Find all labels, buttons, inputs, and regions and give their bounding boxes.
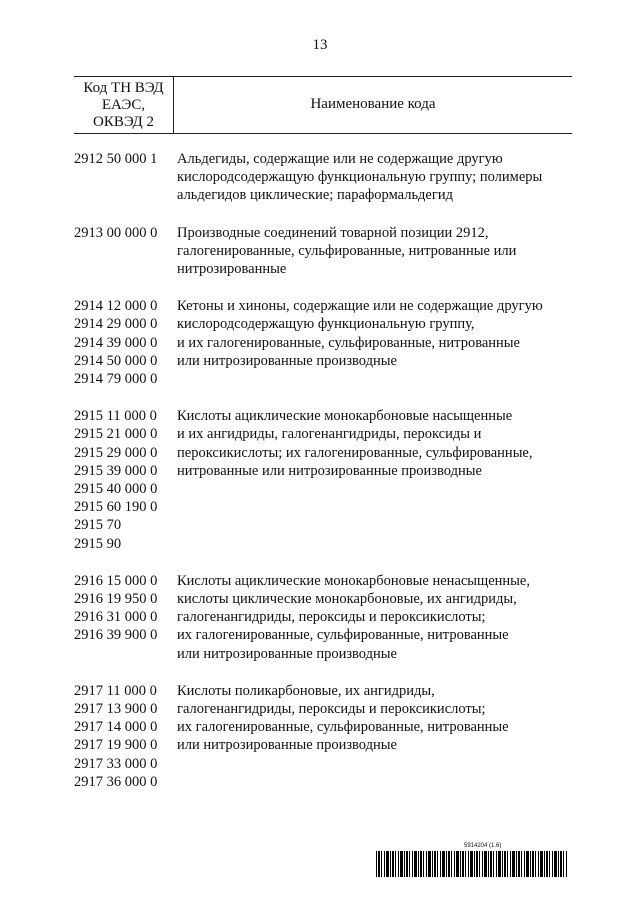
- description-line: Кислоты поликарбоновые, их ангидриды,: [177, 682, 435, 699]
- description-line: или нитрозированные производные: [177, 352, 397, 369]
- header-code-column: [74, 80, 173, 131]
- description-line: или нитрозированные производные: [177, 645, 397, 662]
- code-description: [177, 224, 572, 279]
- code-value: 2915 70: [74, 517, 122, 534]
- header-code-line: ЕАЭС,: [101, 97, 146, 113]
- code-value: 2917 19 900 0: [74, 737, 158, 754]
- description-line: галогенированные, сульфированные, нитрованные или: [177, 242, 517, 259]
- code-value: 2917 33 000 0: [74, 755, 158, 772]
- code-value: 2917 14 000 0: [74, 719, 158, 736]
- description-line: Альдегиды, содержащие или не содержащие другую: [177, 151, 503, 167]
- description-line: нитрованные или нитрозированные производные: [177, 462, 482, 479]
- description-line: Кислоты ациклические монокарбоновые ненасыщенные,: [177, 572, 530, 589]
- description-line: галогенангидриды, пероксиды и пероксикислоты;: [177, 701, 486, 718]
- description-line: Кетоны и хиноны, содержащие или не содержащие другую: [177, 298, 543, 315]
- description-line: их галогенированные, сульфированные, нитрованные: [177, 627, 509, 644]
- description-line: кислоты циклические монокарбоновые, их ангидриды,: [177, 591, 517, 608]
- description-line: альдегидов циклические; параформальдегид: [177, 187, 453, 204]
- description-line: и их галогенированные, сульфированные, нитрованные: [177, 334, 520, 351]
- code-value: 2916 15 000 0: [74, 572, 158, 589]
- table-row: [74, 297, 572, 388]
- barcode-caption: 5914204 (1.6): [464, 843, 502, 849]
- code-value: 2913 00 000 0: [74, 224, 158, 241]
- description-line: Производные соединений товарной позиции 2912,: [177, 224, 489, 241]
- description-line: кислородсодержащую функциональную группу; полимеры: [177, 169, 543, 186]
- page-number: 13: [312, 37, 328, 53]
- table-body: [74, 150, 572, 810]
- table-row: [74, 682, 572, 791]
- description-line: и их ангидриды, галогенангидриды, пероксиды и: [177, 426, 482, 443]
- code-description: [177, 572, 572, 663]
- description-line: нитрозированные: [177, 261, 287, 278]
- code-description: [177, 682, 572, 791]
- table-row: [74, 572, 572, 663]
- description-line: Кислоты ациклические монокарбоновые насыщенные: [177, 408, 513, 425]
- description-line: или нитрозированные производные: [177, 737, 397, 754]
- code-value: 2914 29 000 0: [74, 316, 158, 333]
- code-value: 2915 29 000 0: [74, 444, 158, 461]
- code-value: 2917 13 900 0: [74, 701, 158, 718]
- code-value: 2914 12 000 0: [74, 298, 158, 315]
- code-description: [177, 297, 572, 388]
- code-value: 2915 40 000 0: [74, 481, 158, 498]
- code-list: [74, 682, 177, 791]
- code-value: 2915 90: [74, 535, 122, 552]
- barcode: [376, 843, 568, 877]
- header-name-column: Наименование кода: [310, 96, 436, 112]
- table-header: [74, 76, 572, 134]
- code-value: 2915 60 190 0: [74, 499, 158, 516]
- code-value: 2916 19 950 0: [74, 591, 158, 608]
- code-description: [177, 407, 572, 553]
- table-row: [74, 224, 572, 279]
- code-value: 2916 31 000 0: [74, 609, 158, 626]
- code-value: 2917 36 000 0: [74, 773, 158, 790]
- code-value: 2915 21 000 0: [74, 426, 158, 443]
- code-list: [74, 224, 177, 279]
- code-value: 2916 39 900 0: [74, 627, 158, 644]
- code-description: [177, 150, 572, 205]
- code-value: 2914 39 000 0: [74, 334, 158, 351]
- code-list: [74, 297, 177, 388]
- code-list: [74, 572, 177, 663]
- description-line: пероксикислоты; их галогенированные, сульфированные,: [177, 444, 533, 461]
- description-line: кислородсодержащую функциональную группу,: [177, 316, 475, 333]
- table-row: [74, 150, 572, 205]
- code-list: [74, 407, 177, 553]
- code-value: 2917 11 000 0: [74, 682, 157, 699]
- code-value: 2915 11 000 0: [74, 408, 157, 425]
- header-code-line: ОКВЭД 2: [93, 114, 154, 130]
- code-value: 2914 50 000 0: [74, 352, 158, 369]
- description-line: их галогенированные, сульфированные, нитрованные: [177, 719, 509, 736]
- code-value: 2914 79 000 0: [74, 371, 158, 388]
- code-value: 2915 39 000 0: [74, 462, 158, 479]
- barcode-bars: [376, 851, 568, 877]
- header-code-line: Код ТН ВЭД: [83, 80, 164, 96]
- code-list: [74, 150, 177, 205]
- table-row: [74, 407, 572, 553]
- description-line: галогенангидриды, пероксиды и пероксикислоты;: [177, 609, 486, 626]
- code-value: 2912 50 000 1: [74, 151, 158, 167]
